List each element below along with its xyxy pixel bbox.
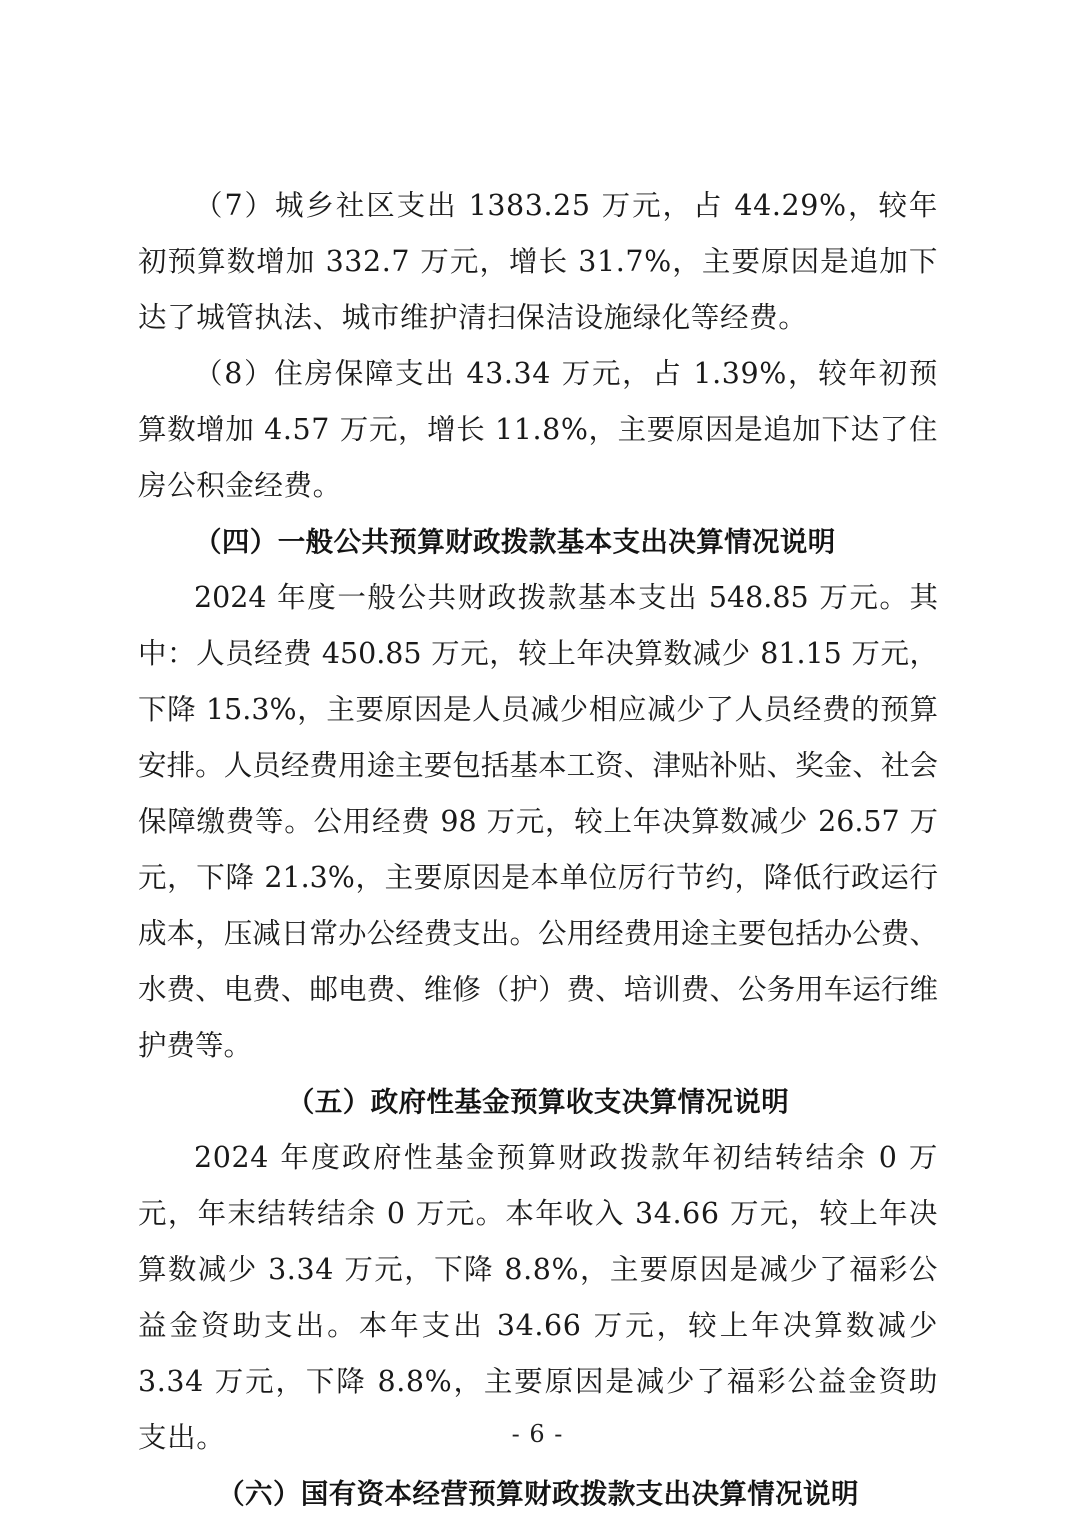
page-body (138, 178, 938, 1520)
paragraph-basic-expenditure-detail: 2024 年度一般公共财政拨款基本支出 548.85 万元。其中：人员经费 450.85 万元，较上年决算数减少 81.15 万元，下降 15.3%，主要原因是人员减少相应减少了人员经费的预算安排。人员经费用途主要包括基本工资、津贴补贴、奖金、社会保障缴费等。公用经费 98 万元，较上年决算数减少 26.57 万元，下降 21.3%，主要原因是本单位厉行节约，降低行政运行成本，压减日常办公经费支出。公用经费用途主要包括办公费、水费、电费、邮电费、维修（护）费、培训费、公务用车运行维护费等。 (138, 581, 938, 1062)
paragraph-urban-rural-community-expenditure: （7）城乡社区支出 1383.25 万元，占 44.29%，较年初预算数增加 332.7 万元，增长 31.7%，主要原因是追加下达了城管执法、城市维护清扫保洁设施绿化等经费。 (138, 189, 938, 334)
heading-section-five: （五）政府性基金预算收支决算情况说明 (286, 1086, 790, 1118)
paragraph-housing-security-expenditure: （8）住房保障支出 43.34 万元，占 1.39%，较年初预算数增加 4.57 万元，增长 11.8%，主要原因是追加下达了住房公积金经费。 (138, 357, 938, 502)
heading-section-six: （六）国有资本经营预算财政拨款支出决算情况说明 (217, 1478, 859, 1510)
heading-section-four: （四）一般公共预算财政拨款基本支出决算情况说明 (194, 526, 836, 558)
paragraph-government-fund-budget: 2024 年度政府性基金预算财政拨款年初结转结余 0 万元，年末结转结余 0 万元。本年收入 34.66 万元，较上年决算数减少 3.34 万元，下降 8.8%，主要原因是减少了福彩公益金资助支出。本年支出 34.66 万元，较上年决算数减少 3.34 万元，下降 8.8%，主要原因是减少了福彩公益金资助支出。 (138, 1141, 938, 1454)
page-number: - 6 - (511, 1420, 564, 1448)
